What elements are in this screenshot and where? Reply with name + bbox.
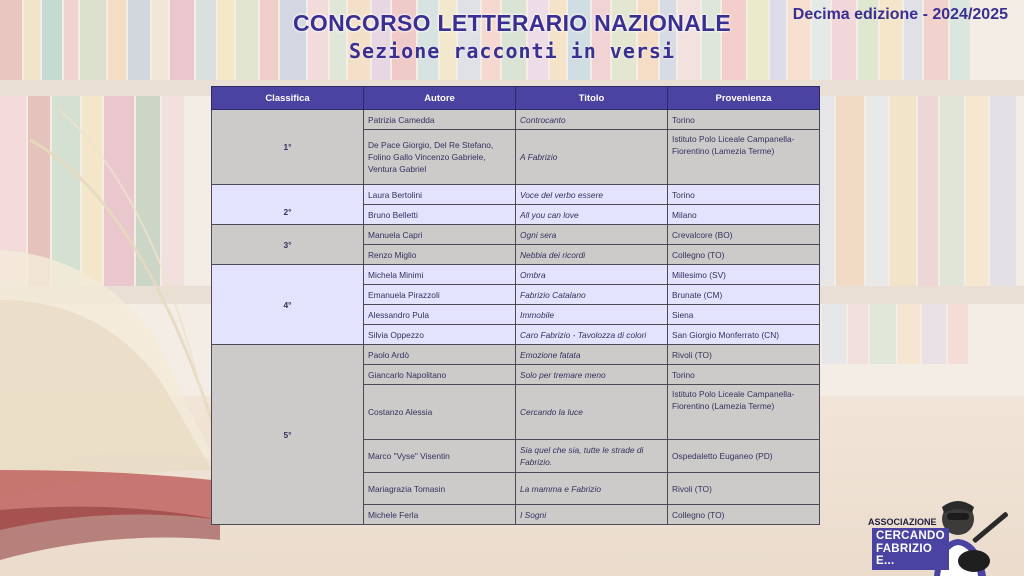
logo-name: CERCANDO FABRIZIO E... bbox=[872, 528, 949, 570]
author-cell: Silvia Oppezzo bbox=[364, 325, 516, 345]
author-cell: Bruno Belletti bbox=[364, 205, 516, 225]
association-logo bbox=[868, 495, 1024, 576]
author-cell: Emanuela Pirazzoli bbox=[364, 285, 516, 305]
author-cell: Michela Minimi bbox=[364, 265, 516, 285]
author-cell: Laura Bertolini bbox=[364, 185, 516, 205]
open-book-illustration bbox=[0, 0, 240, 576]
author-cell: Marco "Vyse" Visentin bbox=[364, 440, 516, 473]
title-cell: Cercando la luce bbox=[516, 385, 668, 440]
origin-cell: Torino bbox=[668, 185, 820, 205]
table-row bbox=[212, 265, 820, 285]
author-cell: Manuela Capri bbox=[364, 225, 516, 245]
table-header-row bbox=[212, 87, 820, 110]
origin-cell: Torino bbox=[668, 365, 820, 385]
origin-cell: Istituto Polo Liceale Campanella-Fiorentino (Lamezia Terme) bbox=[668, 130, 820, 185]
title-cell: Voce del verbo essere bbox=[516, 185, 668, 205]
author-cell: Alessandro Pula bbox=[364, 305, 516, 325]
place-cell-4: 4° bbox=[212, 265, 364, 345]
column-header-autore: Autore bbox=[364, 87, 516, 110]
edition-label: Decima edizione - 2024/2025 bbox=[792, 6, 1008, 23]
origin-cell: San Giorgio Monferrato (CN) bbox=[668, 325, 820, 345]
table-row bbox=[212, 110, 820, 130]
origin-cell: Siena bbox=[668, 305, 820, 325]
origin-cell: Ospedaletto Euganeo (PD) bbox=[668, 440, 820, 473]
title-cell: Ogni sera bbox=[516, 225, 668, 245]
origin-cell: Milano bbox=[668, 205, 820, 225]
author-cell: Patrizia Camedda bbox=[364, 110, 516, 130]
origin-cell: Millesimo (SV) bbox=[668, 265, 820, 285]
title-cell: Controcanto bbox=[516, 110, 668, 130]
title-cell: Sia quel che sia, tutte le strade di Fabrizio. bbox=[516, 440, 668, 473]
title-cell: Immobile bbox=[516, 305, 668, 325]
page-title: CONCORSO LETTERARIO NAZIONALE bbox=[292, 10, 732, 36]
origin-cell: Istituto Polo Liceale Campanella-Fiorentino (Lamezia Terme) bbox=[668, 385, 820, 440]
origin-cell: Crevalcore (BO) bbox=[668, 225, 820, 245]
title-cell: Nebbia dei ricordi bbox=[516, 245, 668, 265]
column-header-classifica: Classifica bbox=[212, 87, 364, 110]
author-cell: Giancarlo Napolitano bbox=[364, 365, 516, 385]
origin-cell: Collegno (TO) bbox=[668, 505, 820, 525]
table-row bbox=[212, 225, 820, 245]
title-cell: Caro Fabrizio - Tavolozza di colori bbox=[516, 325, 668, 345]
author-cell: Paolo Ardò bbox=[364, 345, 516, 365]
title-cell: Ombra bbox=[516, 265, 668, 285]
place-cell-1: 1° bbox=[212, 110, 364, 185]
title-cell: Emozione fatata bbox=[516, 345, 668, 365]
origin-cell: Collegno (TO) bbox=[668, 245, 820, 265]
place-cell-3: 3° bbox=[212, 225, 364, 265]
author-cell: Renzo Miglio bbox=[364, 245, 516, 265]
origin-cell: Rivoli (TO) bbox=[668, 345, 820, 365]
origin-cell: Brunate (CM) bbox=[668, 285, 820, 305]
title-cell: A Fabrizio bbox=[516, 130, 668, 185]
table-row bbox=[212, 185, 820, 205]
author-cell: Mariagrazia Tomasin bbox=[364, 473, 516, 505]
origin-cell: Rivoli (TO) bbox=[668, 473, 820, 505]
title-cell: Fabrizio Catalano bbox=[516, 285, 668, 305]
page-subtitle: Sezione racconti in versi bbox=[348, 39, 676, 63]
ranking-table bbox=[211, 86, 820, 525]
place-cell-5: 5° bbox=[212, 345, 364, 525]
author-cell: Michele Ferla bbox=[364, 505, 516, 525]
table-row bbox=[212, 345, 820, 365]
column-header-titolo: Titolo bbox=[516, 87, 668, 110]
column-header-provenienza: Provenienza bbox=[668, 87, 820, 110]
author-cell: Costanzo Alessia bbox=[364, 385, 516, 440]
place-cell-2: 2° bbox=[212, 185, 364, 225]
title-cell: I Sogni bbox=[516, 505, 668, 525]
logo-association-label: ASSOCIAZIONE bbox=[868, 517, 937, 527]
title-cell: La mamma e Fabrizio bbox=[516, 473, 668, 505]
origin-cell: Torino bbox=[668, 110, 820, 130]
title-cell: All you can love bbox=[516, 205, 668, 225]
title-cell: Solo per tremare meno bbox=[516, 365, 668, 385]
author-cell: De Pace Giorgio, Del Re Stefano, Folino Gallo Vincenzo Gabriele, Ventura Gabriel bbox=[364, 130, 516, 185]
